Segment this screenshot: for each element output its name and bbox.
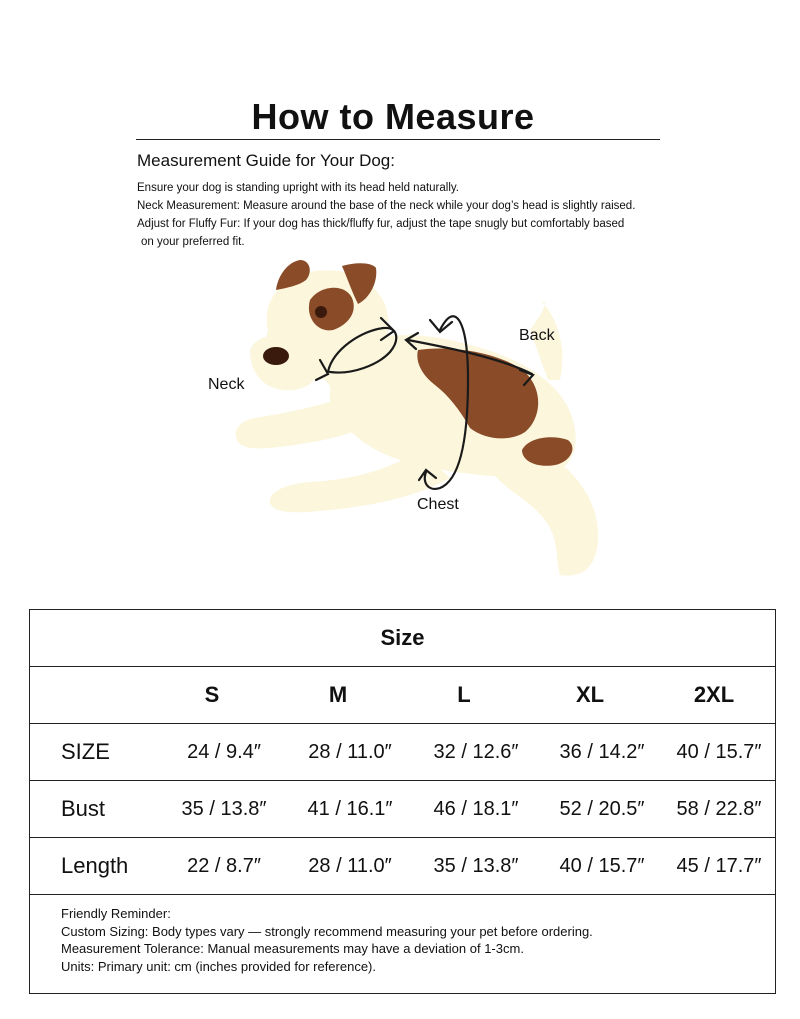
back-label: Back (519, 327, 555, 344)
guide-line: Neck Measurement: Measure around the base of the neck while your dog’s head is slightly raised. (137, 200, 636, 212)
table-title-row (30, 610, 775, 667)
reminder-line: Custom Sizing: Body types vary — strongly recommend measuring your pet before ordering. (61, 923, 593, 939)
guide-line: on your preferred fit. (141, 236, 245, 248)
neck-label: Neck (208, 376, 245, 393)
table-cell: 35 / 13.8″ (433, 854, 519, 877)
page-title: How to Measure (251, 96, 535, 137)
size-col-s: S (204, 682, 220, 707)
table-cell: 28 / 11.0″ (308, 854, 392, 877)
row-label: Length (61, 853, 129, 878)
table-cell: 40 / 15.7″ (559, 854, 645, 877)
table-cell: 46 / 18.1″ (433, 797, 519, 820)
size-col-xl: XL (575, 682, 605, 707)
reminder-line: Units: Primary unit: cm (inches provided for reference). (61, 958, 376, 974)
table-row (30, 781, 775, 838)
table-cell: 41 / 16.1″ (307, 797, 393, 820)
table-cell: 36 / 14.2″ (559, 740, 645, 763)
table-cell: 28 / 11.0″ (308, 740, 392, 763)
table-cell: 52 / 20.5″ (559, 797, 645, 820)
table-cell: 45 / 17.7″ (676, 854, 762, 877)
reminder-line: Measurement Tolerance: Manual measurements may have a deviation of 1-3cm. (61, 941, 524, 956)
size-col-m: M (328, 682, 348, 707)
table-cell: 32 / 12.6″ (433, 740, 519, 763)
row-label: SIZE (61, 739, 110, 764)
guide-line: Adjust for Fluffy Fur: If your dog has thick/fluffy fur, adjust the tape snugly but comfortably based (137, 218, 625, 230)
table-cell: 22 / 8.7″ (187, 854, 261, 877)
size-col-l: L (457, 682, 471, 707)
table-cell: 35 / 13.8″ (181, 797, 267, 820)
table-cell: 40 / 15.7″ (676, 740, 762, 763)
table-title: Size (380, 625, 425, 650)
row-label: Bust (61, 796, 106, 821)
reminder-heading: Friendly Reminder: (61, 906, 171, 921)
table-cell: 58 / 22.8″ (676, 797, 762, 820)
guide-heading: Measurement Guide for Your Dog: (137, 151, 395, 170)
chest-label: Chest (417, 496, 459, 513)
table-row (30, 724, 775, 781)
dog-body (236, 270, 598, 575)
table-row (30, 838, 775, 895)
friendly-reminder (61, 905, 761, 975)
table-cell: 24 / 9.4″ (187, 740, 261, 763)
size-col-2xl: 2XL (693, 682, 735, 707)
size-header-row (30, 667, 775, 724)
guide-line: Ensure your dog is standing upright with its head held naturally. (137, 182, 459, 194)
